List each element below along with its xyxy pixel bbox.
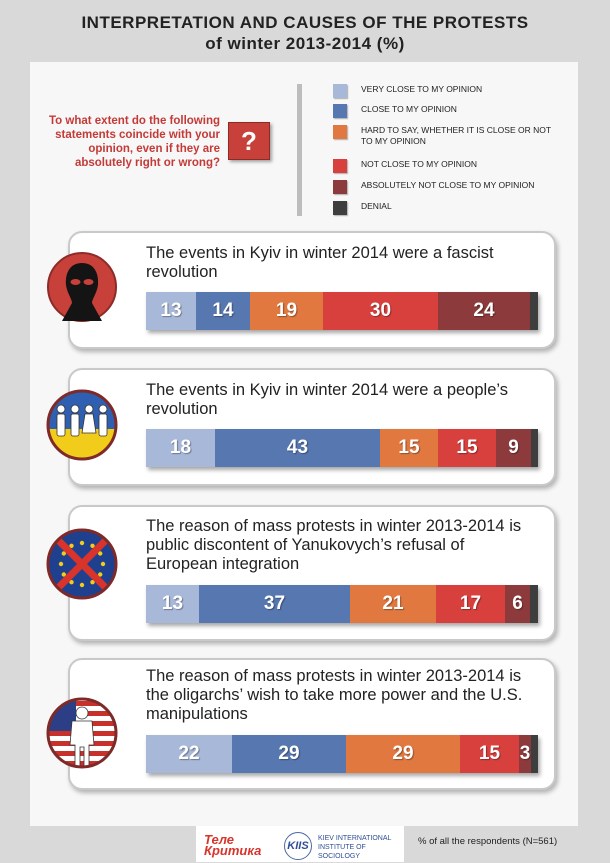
bar-segment-absolutely-not-close <box>505 585 530 623</box>
data-label: 15 <box>398 437 420 458</box>
legend-swatch <box>333 201 347 215</box>
stacked-bar-3 <box>146 585 538 623</box>
data-label: 24 <box>473 300 495 321</box>
legend-label: CLOSE TO MY OPINION <box>361 104 457 114</box>
data-label: 19 <box>275 300 298 321</box>
telekritika-logo: Теле Критика <box>204 832 262 858</box>
chart-title <box>0 12 610 54</box>
stacked-bar-1 <box>146 292 538 330</box>
legend-swatch <box>333 125 347 139</box>
bar-segment-not-close <box>460 735 519 773</box>
legend-swatch <box>333 180 347 194</box>
bar-segment-not-close <box>323 292 438 330</box>
title-line-1: INTERPRETATION AND CAUSES OF THE PROTESTS <box>81 13 529 32</box>
question-mark-icon: ? <box>228 122 270 160</box>
data-label: 13 <box>160 300 182 321</box>
legend-label: ABSOLUTELY NOT CLOSE TO MY OPINION <box>361 180 535 190</box>
data-label: 22 <box>178 743 200 764</box>
bar-segment-denial <box>531 429 538 467</box>
masked-figure-icon <box>46 251 118 323</box>
bar-segment-absolutely-not-close <box>438 292 530 330</box>
crossed-eu-flag-icon <box>46 528 118 600</box>
legend-label: NOT CLOSE TO MY OPINION <box>361 159 478 169</box>
legend-swatch <box>333 159 347 173</box>
bar-segment-very-close <box>146 292 196 330</box>
data-label: 30 <box>369 300 392 321</box>
legend-swatch <box>333 84 347 98</box>
legend-label: DENIAL <box>361 201 392 211</box>
data-label: 13 <box>161 593 184 614</box>
bar-segment-absolutely-not-close <box>496 429 531 467</box>
legend-label: HARD TO SAY, WHETHER IT IS CLOSE OR NOT TO MY OPINION <box>361 125 551 146</box>
bar-segment-denial <box>530 585 538 623</box>
title-line-2: of winter 2013-2014 (%) <box>205 34 405 53</box>
bar-segment-very-close <box>146 735 232 773</box>
statement-text-4: The reason of mass protests in winter 2013-2014 is the oligarchs’ wish to take more power and the U.S. manipulations <box>146 667 523 723</box>
data-label: 3 <box>519 743 531 764</box>
bar-segment-denial <box>530 292 538 330</box>
footer-logos <box>196 826 404 862</box>
bar-segment-hard-to-say <box>346 735 460 773</box>
bar-segment-very-close <box>146 585 199 623</box>
bar-segment-very-close <box>146 429 215 467</box>
bar-segment-absolutely-not-close <box>519 735 531 773</box>
data-label: 37 <box>263 593 286 614</box>
bar-segment-denial <box>531 735 538 773</box>
statement-text-3: The reason of mass protests in winter 2013-2014 is public discontent of Yanukovych’s refusal of European integration <box>146 517 522 573</box>
data-label: 29 <box>278 743 300 764</box>
legend-divider <box>297 84 302 216</box>
bar-segment-close <box>215 429 380 467</box>
sample-note: % of all the respondents (N=561) <box>418 836 558 847</box>
data-label: 18 <box>169 437 192 458</box>
data-label: 15 <box>478 743 501 764</box>
legend-swatch <box>333 104 347 118</box>
bar-segment-hard-to-say <box>250 292 323 330</box>
kiis-logo-text: KIEV INTERNATIONAL INSTITUTE OF SOCIOLOGY <box>318 835 392 860</box>
legend-label: VERY CLOSE TO MY OPINION <box>361 84 483 94</box>
stacked-bar-2 <box>146 429 538 467</box>
data-label: 21 <box>382 593 404 614</box>
data-label: 14 <box>212 300 234 321</box>
data-label: 29 <box>392 743 414 764</box>
bar-segment-not-close <box>438 429 496 467</box>
people-ukraine-flag-icon <box>46 389 118 461</box>
bar-segment-close <box>199 585 350 623</box>
stacked-bar-4 <box>146 735 538 773</box>
bar-segment-hard-to-say <box>350 585 436 623</box>
bar-segment-hard-to-say <box>380 429 438 467</box>
data-label: 17 <box>459 593 482 614</box>
data-label: 43 <box>286 437 309 458</box>
person-us-flag-icon <box>46 697 118 769</box>
bar-segment-close <box>196 292 250 330</box>
bar-segment-not-close <box>436 585 505 623</box>
data-label: 6 <box>512 593 523 614</box>
kiis-logo-icon: KIIS <box>284 832 312 860</box>
data-label: 15 <box>456 437 478 458</box>
survey-question: To what extent do the following statements coincide with your opinion, even if they are absolutely right or wrong? <box>49 115 220 169</box>
bar-segment-close <box>232 735 346 773</box>
statement-text-1: The events in Kyiv in winter 2014 were a fascist revolution <box>146 244 494 281</box>
data-label: 9 <box>508 437 519 458</box>
statement-text-2: The events in Kyiv in winter 2014 were a people’s revolution <box>146 381 508 418</box>
